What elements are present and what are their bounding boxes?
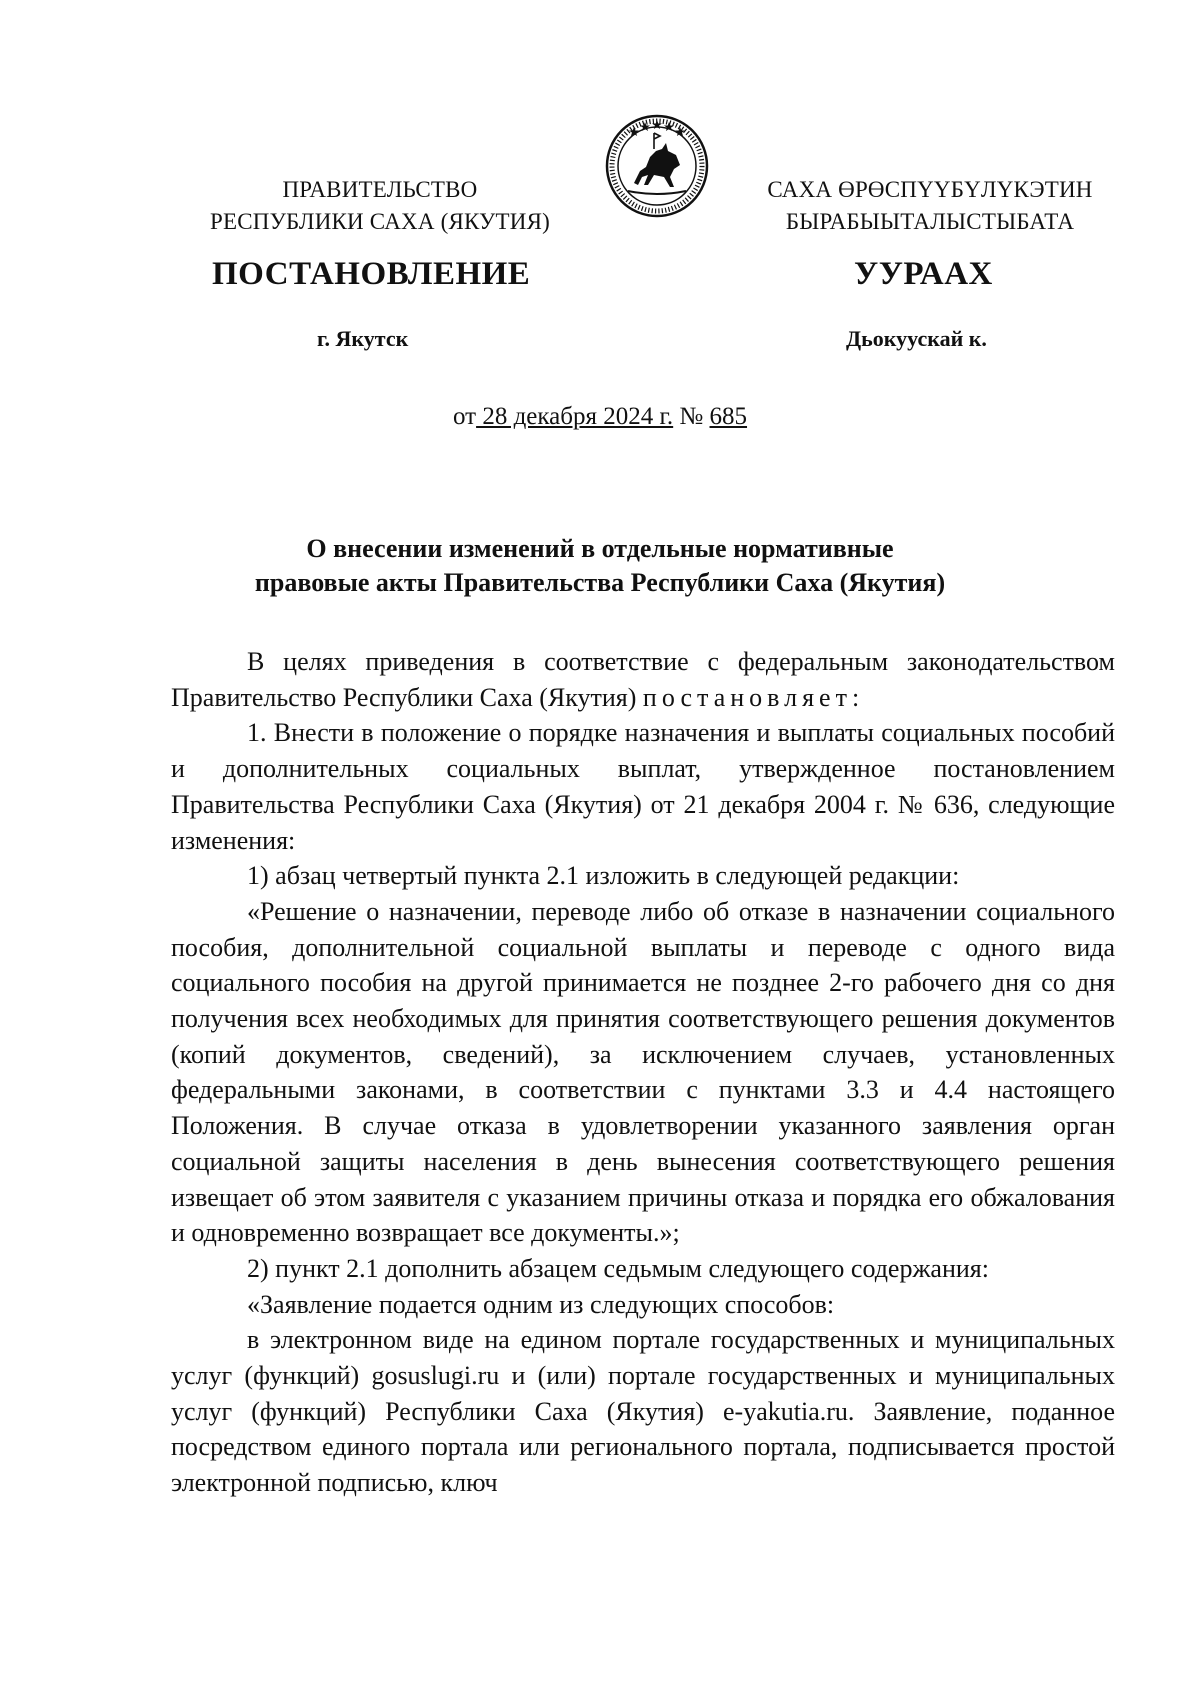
city-sakha: Дьокуускай к.	[846, 326, 987, 351]
government-name-ru-line1: ПРАВИТЕЛЬСТВО	[282, 177, 478, 202]
decree-number: 685	[709, 403, 748, 430]
government-name-sakha	[745, 174, 1115, 238]
paragraph-quote-1: «Решение о назначении, переводе либо об отказе в назначении социального пособия, дополнительной социальной выплаты и переводе с одного вида социального пособия на другой принимается не позднее 2-го рабочего дня со дня получения всех необходимых для принятия соответствующего решения документов (копий документов, сведений), за исключением случаев, установленных федеральными законами, в соответствии с пунктами 3.3 и 4.4 настоящего Положения. В случае отказа в удовлетворении указанного заявления орган социальной защиты населения в день вынесения соответствующего решения извещает об этом заявителя с указанием причины отказа и порядка его обжалования и одновременно возвращает все документы.»;	[171, 896, 1115, 1248]
document-title-line1: О внесении изменений в отдельные нормативные	[306, 534, 894, 563]
coat-of-arms-emblem	[604, 113, 710, 219]
doc-type-sakha: УУРААХ	[854, 256, 993, 292]
preamble-colon: :	[851, 682, 860, 712]
paragraph-preamble	[171, 644, 1115, 715]
government-name-ru-line2: РЕСПУБЛИКИ САХА (ЯКУТИЯ)	[209, 209, 551, 234]
city-ru: г. Якутск	[317, 326, 409, 351]
preamble-keyword: постановляет	[642, 682, 852, 712]
doc-type-ru: ПОСТАНОВЛЕНИЕ	[212, 256, 531, 292]
document-title	[170, 532, 1030, 600]
decree-date: 28 декабря 2024 г.	[476, 403, 674, 430]
government-name-ru	[180, 174, 580, 238]
document-body	[171, 644, 1115, 1501]
paragraph-subitem-1: 1) абзац четвертый пункта 2.1 изложить в следующей редакции:	[247, 861, 960, 891]
government-name-sakha-line1: САХА ӨРӨСПҮҮБҮЛҮКЭТИН	[767, 177, 1093, 202]
decree-date-line	[0, 403, 1200, 431]
paragraph-item-1: 1. Внести в положение о порядке назначения и выплаты социальных пособий и дополнительных социальных выплат, утвержденное постановлением Правительства Республики Саха (Якутия) от 21 декабря 2004 г. № 636, следующие изменения:	[171, 718, 1115, 855]
government-name-sakha-line2: БЫРАБЫЫТАЛЫСТЫБАТА	[785, 209, 1075, 234]
paragraph-electronic: в электронном виде на едином портале государственных и муниципальных услуг (функций) gosuslugi.ru и (или) портале государственных и муниципальных услуг (функций) Республики Саха (Якутия) e-yakutia.ru. Заявление, поданное посредством единого портала или регионального портала, подписывается простой электронной подписью, ключ	[171, 1325, 1115, 1498]
preamble-text: В целях приведения в соответствие с федеральным законодательством Правительство Республики Саха (Якутия)	[171, 647, 1115, 712]
date-prefix: от	[452, 403, 477, 430]
paragraph-quote-2: «Заявление подается одним из следующих способов:	[247, 1289, 835, 1319]
paragraph-subitem-2: 2) пункт 2.1 дополнить абзацем седьмым следующего содержания:	[247, 1253, 989, 1283]
number-sign: №	[673, 403, 710, 430]
document-title-line2: правовые акты Правительства Республики Саха (Якутия)	[254, 568, 946, 597]
